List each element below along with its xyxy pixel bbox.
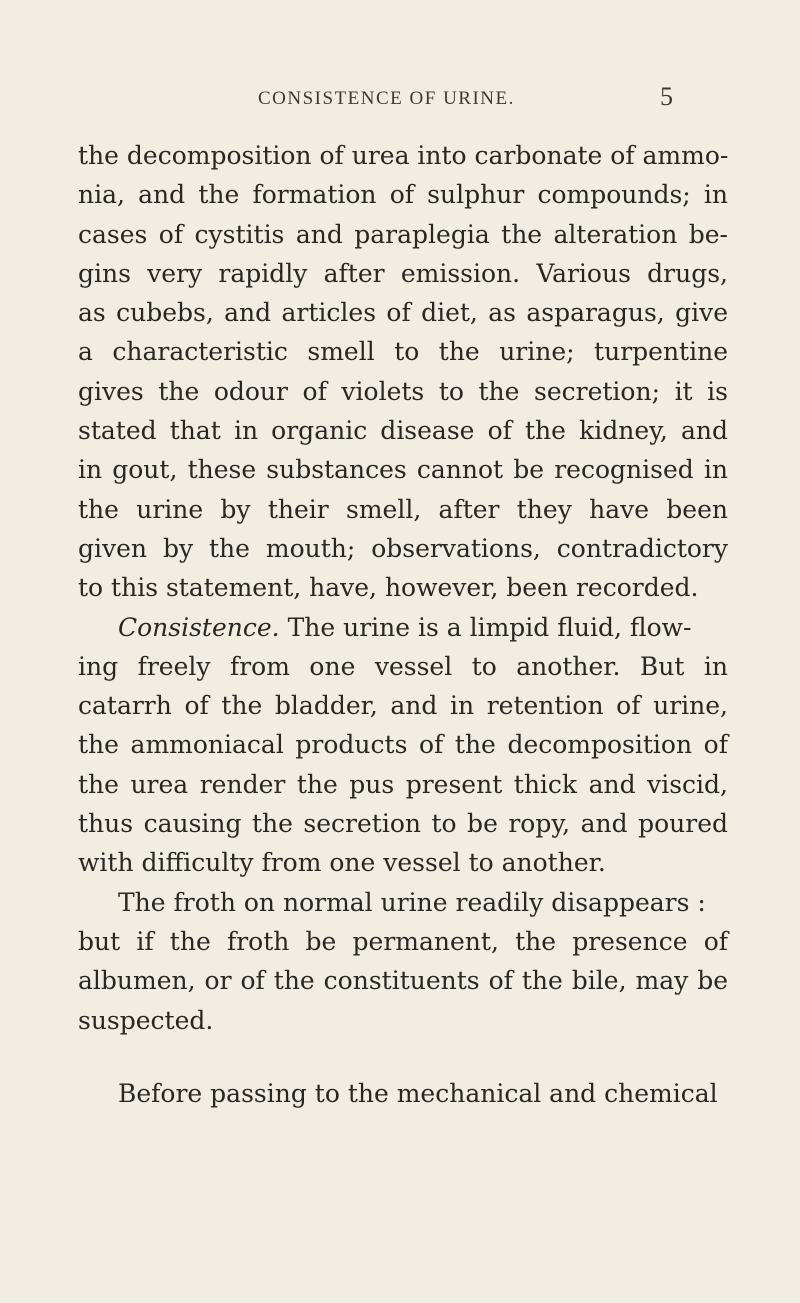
text-line: cases of cystitis and paraplegia the alteration be- xyxy=(78,219,728,249)
text-line: catarrh of the bladder, and in retention of urine, xyxy=(78,691,728,721)
page-number: 5 xyxy=(660,82,673,111)
text-line: The froth on normal urine readily disappears : xyxy=(118,887,706,917)
text-line: a characteristic smell to the urine; turpentine xyxy=(78,337,728,367)
text-line: with difficulty from one vessel to another. xyxy=(78,848,606,878)
text-line: as cubebs, and articles of diet, as asparagus, give xyxy=(78,298,728,328)
text-line: albumen, or of the constituents of the bile, may be xyxy=(78,966,728,996)
text-line: nia, and the formation of sulphur compounds; in xyxy=(78,180,728,210)
text-line: the urine by their smell, after they have been xyxy=(78,494,728,524)
text-line: Before passing to the mechanical and chemical xyxy=(118,1078,718,1108)
text-line: the decomposition of urea into carbonate of ammo- xyxy=(78,141,729,170)
text-line: in gout, these substances cannot be recognised in xyxy=(78,455,728,485)
consistence-paragraph-start xyxy=(78,608,728,647)
text-line: the ammoniacal products of the decomposition of xyxy=(78,730,728,760)
text-line: stated that in organic disease of the kidney, and xyxy=(78,416,728,446)
text-line: to this statement, have, however, been recorded. xyxy=(78,573,699,603)
text-line: suspected. xyxy=(78,1005,214,1035)
consistence-heading: Consistence. xyxy=(118,612,280,642)
text-line: the urea render the pus present thick and viscid, xyxy=(78,769,728,799)
text-line: gives the odour of violets to the secretion; it is xyxy=(78,376,728,406)
consistence-first-line: The urine is a limpid fluid, flow- xyxy=(279,612,692,642)
running-title: CONSISTENCE OF URINE. xyxy=(258,88,515,109)
text-line: gins very rapidly after emission. Various drugs, xyxy=(78,258,728,288)
text-line: thus causing the secretion to be ropy, and poured xyxy=(78,809,728,839)
text-line: ing freely from one vessel to another. But in xyxy=(78,651,728,681)
running-head xyxy=(0,82,800,118)
body-text xyxy=(78,136,728,1113)
text-line: given by the mouth; observations, contradictory xyxy=(78,533,728,563)
text-line: but if the froth be permanent, the presence of xyxy=(78,926,728,956)
paragraph-gap xyxy=(78,1040,728,1074)
